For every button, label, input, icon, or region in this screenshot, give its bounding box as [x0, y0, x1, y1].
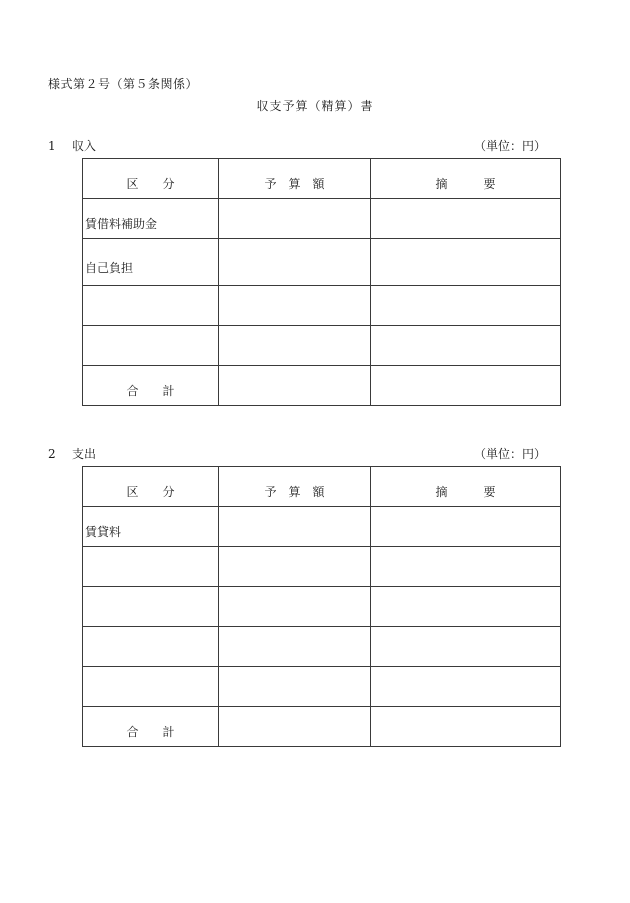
income-row-amount[interactable]	[219, 239, 371, 286]
document-title: 収支予算（精算）書	[256, 99, 374, 113]
income-total-note[interactable]	[371, 366, 561, 406]
expense-table	[82, 466, 561, 747]
expense-row-amount[interactable]	[219, 587, 371, 627]
expense-row-amount[interactable]	[219, 507, 371, 547]
expense-row	[83, 667, 561, 707]
expense-row-note[interactable]	[371, 627, 561, 667]
expense-row-note[interactable]	[371, 547, 561, 587]
expense-total-note[interactable]	[371, 707, 561, 747]
income-header-row	[83, 159, 561, 199]
income-row-amount[interactable]	[219, 286, 371, 326]
income-row-amount[interactable]	[219, 199, 371, 239]
expense-row	[83, 547, 561, 587]
income-total-amount[interactable]	[219, 366, 371, 406]
income-row-category[interactable]	[83, 286, 219, 326]
form-number: 様式第２号（第５条関係）	[48, 77, 199, 91]
expense-col-category-header: 区 分	[83, 467, 219, 507]
expense-row-amount[interactable]	[219, 627, 371, 667]
income-row-category[interactable]	[83, 326, 219, 366]
income-section-number: 1	[48, 139, 56, 153]
expense-section-label: 支出	[72, 447, 97, 461]
income-row	[83, 199, 561, 239]
income-row-amount[interactable]	[219, 326, 371, 366]
income-row-category: 自己負担	[83, 239, 219, 286]
expense-row-category[interactable]	[83, 587, 219, 627]
income-row-category: 賃借料補助金	[83, 199, 219, 239]
income-unit-label: （単位：円）	[474, 139, 547, 153]
expense-section-heading	[48, 445, 96, 462]
expense-row-note[interactable]	[371, 587, 561, 627]
expense-row	[83, 507, 561, 547]
income-row	[83, 326, 561, 366]
income-total-row	[83, 366, 561, 406]
expense-row-note[interactable]	[371, 507, 561, 547]
income-row-note[interactable]	[371, 286, 561, 326]
expense-total-amount[interactable]	[219, 707, 371, 747]
expense-row-note[interactable]	[371, 667, 561, 707]
income-row-note[interactable]	[371, 326, 561, 366]
expense-row-amount[interactable]	[219, 667, 371, 707]
income-total-label: 合 計	[83, 366, 219, 406]
expense-row-category: 賃貸料	[83, 507, 219, 547]
expense-row-category[interactable]	[83, 627, 219, 667]
expense-row-category[interactable]	[83, 547, 219, 587]
expense-section-number: 2	[48, 447, 56, 461]
expense-col-note-header: 摘 要	[371, 467, 561, 507]
expense-total-label: 合 計	[83, 707, 219, 747]
expense-row-category[interactable]	[83, 667, 219, 707]
expense-row-amount[interactable]	[219, 547, 371, 587]
income-col-amount-header: 予 算 額	[219, 159, 371, 199]
expense-total-row	[83, 707, 561, 747]
income-section-heading	[48, 137, 96, 154]
income-row-note[interactable]	[371, 199, 561, 239]
expense-header-row	[83, 467, 561, 507]
income-col-note-header: 摘 要	[371, 159, 561, 199]
expense-col-amount-header: 予 算 額	[219, 467, 371, 507]
income-col-category-header: 区 分	[83, 159, 219, 199]
income-row	[83, 239, 561, 286]
income-section-label: 収入	[72, 139, 97, 153]
income-row	[83, 286, 561, 326]
expense-row	[83, 627, 561, 667]
income-row-note[interactable]	[371, 239, 561, 286]
income-table	[82, 158, 561, 406]
expense-unit-label: （単位：円）	[474, 447, 547, 461]
expense-row	[83, 587, 561, 627]
